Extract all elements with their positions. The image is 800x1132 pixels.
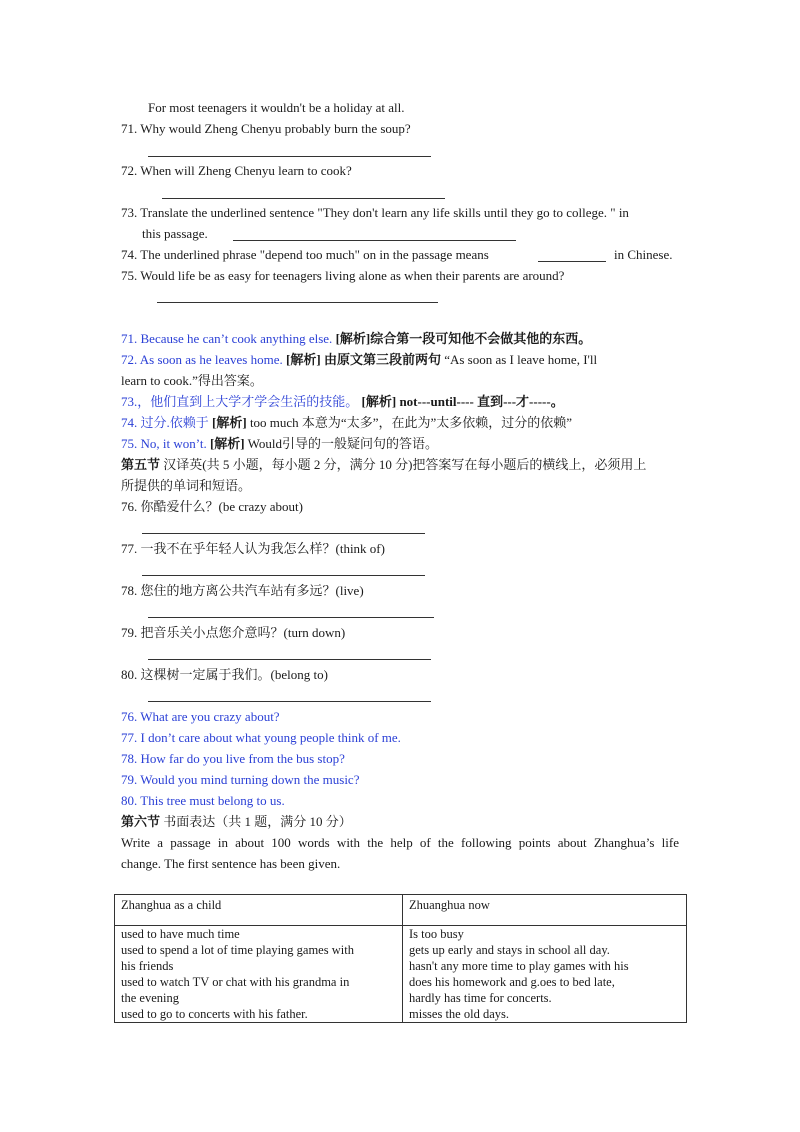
section6-prompt-line1: Write a passage in about 100 words with the help of the following points about Zhanghua’s life <box>121 835 679 850</box>
answer-74 <box>121 415 572 431</box>
table-header-row <box>115 895 687 926</box>
answer-71-note: [解析]综合第一段可知他不会做其他的东西。 <box>335 331 592 346</box>
points-table <box>114 894 687 1023</box>
answer-blank-73[interactable] <box>233 240 516 241</box>
now-point: hardly has time for concerts. <box>409 991 552 1005</box>
answer-72-tag: [解析] <box>286 352 321 367</box>
child-point: used to spend a lot of time playing games with <box>121 943 354 957</box>
question-73-line1: 73. Translate the underlined sentence "They don't learn any life skills until they go to college. " in <box>121 205 629 220</box>
answer-73-text: 73.，他们直到上大学才学会生活的技能。 <box>121 394 359 409</box>
answer-74-tag: [解析] <box>212 415 247 430</box>
answer-75-text: 75. No, it won’t. <box>121 436 207 451</box>
translation-blank-79[interactable] <box>148 659 431 660</box>
child-point: used to go to concerts with his father. <box>121 1007 308 1021</box>
child-point: the evening <box>121 991 179 1005</box>
section5-title: 第五节 <box>121 457 161 472</box>
translation-answer-79: 79. Would you mind turning down the music? <box>121 772 360 787</box>
answer-74-text: 74. 过分.依赖于 <box>121 415 209 430</box>
answer-73-note: not---until---- 直到---才-----。 <box>399 394 564 409</box>
answer-blank-74[interactable] <box>538 261 606 262</box>
translation-answer-77: 77. I don’t care about what young people think of me. <box>121 730 401 745</box>
section6-heading <box>121 814 352 830</box>
answer-blank-72[interactable] <box>162 198 445 199</box>
section6-instr: 书面表达（共 1 题，满分 10 分） <box>163 814 352 829</box>
answer-71-text: 71. Because he can’t cook anything else. <box>121 331 333 346</box>
answer-72-quote: “As soon as I leave home, I'll <box>444 352 598 367</box>
translation-blank-76[interactable] <box>142 533 425 534</box>
translation-answer-76: 76. What are you crazy about? <box>121 709 280 724</box>
answer-75 <box>121 436 438 452</box>
answer-75-tag: [解析] <box>209 436 245 451</box>
now-point: Is too busy <box>409 927 464 941</box>
translation-item-76: 76. 你酷爱什么？(be crazy about) <box>121 499 303 514</box>
answer-71 <box>121 331 591 347</box>
translation-item-80: 80. 这棵树一定属于我们。(belong to) <box>121 667 328 682</box>
translation-blank-80[interactable] <box>148 701 431 702</box>
answer-blank-75[interactable] <box>157 302 438 303</box>
section5-instructions <box>121 457 646 473</box>
table-row <box>115 926 687 1023</box>
question-74-suffix: in Chinese. <box>614 247 673 262</box>
question-71: 71. Why would Zheng Chenyu probably burn the soup? <box>121 121 411 136</box>
table-header-child: Zhanghua as a child <box>115 895 403 926</box>
answer-72 <box>121 352 597 368</box>
answer-74-note: too much 本意为“太多”，在此为”太多依赖，过分的依赖” <box>249 415 573 430</box>
translation-answer-80: 80. This tree must belong to us. <box>121 793 285 808</box>
section6-title: 第六节 <box>121 814 161 829</box>
translation-item-77: 77. 一我不在乎年轻人认为我怎么样？(think of) <box>121 541 385 556</box>
question-72: 72. When will Zheng Chenyu learn to cook? <box>121 163 352 178</box>
answer-75-note: Would引导的一般疑问句的答语。 <box>247 436 438 451</box>
now-point: hasn't any more time to play games with his <box>409 959 629 973</box>
now-point: gets up early and stays in school all day. <box>409 943 610 957</box>
question-75: 75. Would life be as easy for teenagers living alone as when their parents are around? <box>121 268 565 283</box>
translation-blank-78[interactable] <box>148 617 434 618</box>
translation-item-79: 79. 把音乐关小点您介意吗？(turn down) <box>121 625 346 640</box>
answer-73 <box>121 394 564 410</box>
table-header-now: Zhuanghua now <box>403 895 687 926</box>
table-cell-child <box>115 926 403 1023</box>
translation-item-78: 78. 您住的地方离公共汽车站有多远？(live) <box>121 583 364 598</box>
question-73-line2: this passage. <box>142 226 208 241</box>
translation-blank-77[interactable] <box>142 575 425 576</box>
table-cell-now <box>403 926 687 1023</box>
answer-73-tag: [解析] <box>361 394 397 409</box>
section5-instr-line2: 所提供的单词和短语。 <box>121 478 252 493</box>
child-point: used to have much time <box>121 927 240 941</box>
now-point: misses the old days. <box>409 1007 509 1021</box>
question-74: 74. The underlined phrase "depend too much" on in the passage means <box>121 247 489 262</box>
child-point: his friends <box>121 959 174 973</box>
translation-answer-78: 78. How far do you live from the bus stop? <box>121 751 345 766</box>
answer-blank-71[interactable] <box>148 156 431 157</box>
answer-72-text: 72. As soon as he leaves home. <box>121 352 283 367</box>
section6-prompt-line2: change. The first sentence has been given. <box>121 856 341 871</box>
answer-72-note: 由原文第三段前两句 <box>323 352 441 367</box>
now-point: does his homework and g.oes to bed late, <box>409 975 615 989</box>
child-point: used to watch TV or chat with his grandma in <box>121 975 350 989</box>
intro-line: For most teenagers it wouldn't be a holiday at all. <box>148 100 405 115</box>
answer-72-cont: learn to cook.”得出答案。 <box>121 373 263 388</box>
section5-instr-line1: 汉译英(共 5 小题，每小题 2 分，满分 10 分)把答案写在每小题后的横线上，必须用上 <box>163 457 647 472</box>
